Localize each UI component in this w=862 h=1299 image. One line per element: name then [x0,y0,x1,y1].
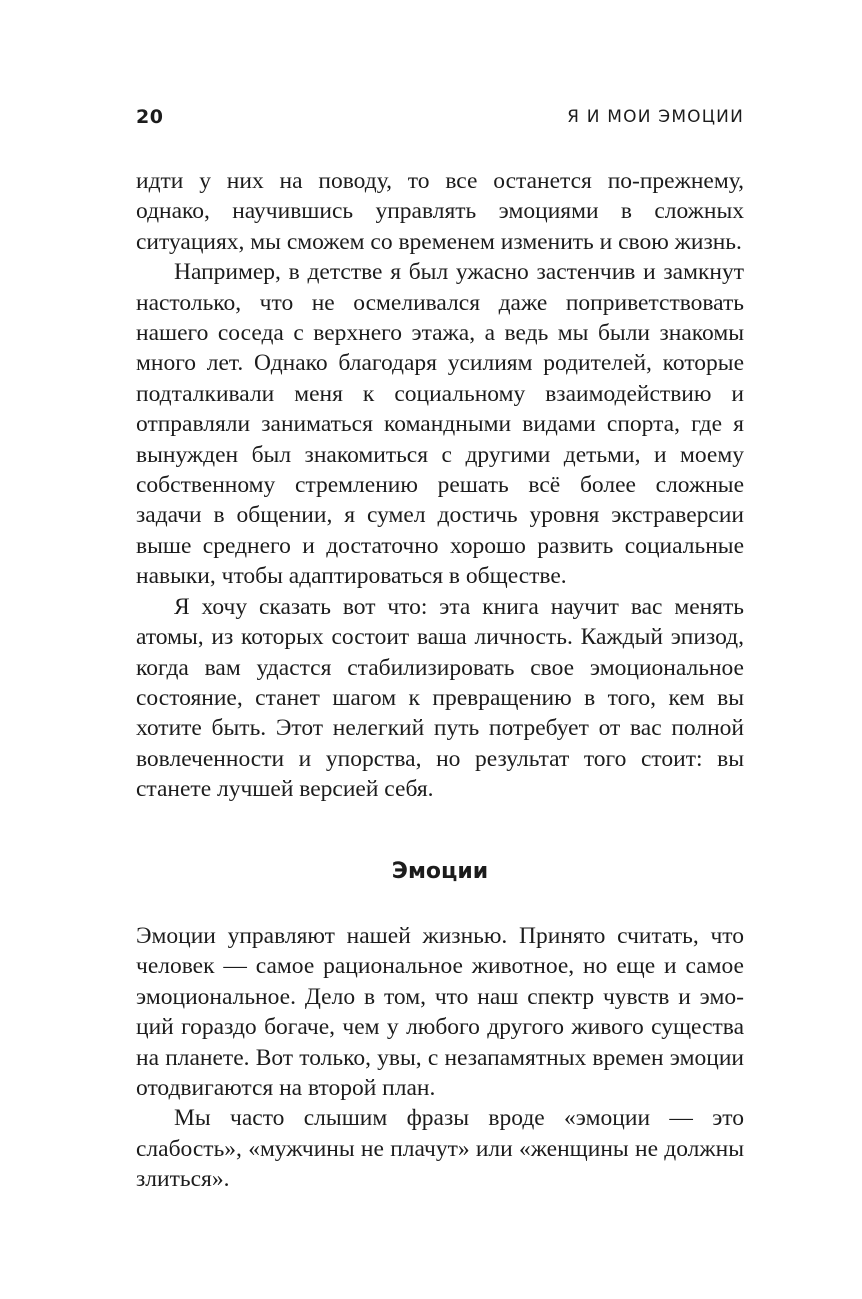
paragraph-childhood-example: Например, в детстве я был ужасно застенчив и замкнут настолько, что не осмеливался даже поприветствовать нашего соседа с верхнего этажа, а ведь мы были знакомы много лет. Однако благодаря усилиям родителей, которые подталкивали меня к социальному взаимодействию и отправляли заниматься командными видами спорта, где я вынужден был знакомиться с другими детьми, и моему собственному стремлению решать всё более сложные задачи в общении, я сумел достичь уровня экстраверсии выше среднего и достаточно хорошо развить социальные навыки, чтобы адаптироваться в обществе. [136,259,744,590]
paragraph-emotions-intro: Эмоции управляют нашей жизнью. Принято считать, что человек — самое рациональное животное, но еще и самое эмоциональное. Дело в том, что наш спектр чувств и эмоций гораздо богаче, чем у любого другого живого существа на планете. Вот только, увы, с незапамятных времен эмоции отодвигаются на второй план. [136,923,744,1102]
paragraph-continuation: идти у них на поводу, то все останется по-прежнему, однако, научившись управлять эмоциями в сложных ситуациях, мы сможем со временем изменить и свою жизнь. [136,168,744,255]
running-title: Я И МОИ ЭМОЦИИ [567,107,744,127]
paragraph-common-phrases: Мы часто слышим фразы вроде «эмоции — это слабость», «мужчины не плачут» или «женщины не должны злиться». [136,1105,744,1193]
page-number: 20 [136,106,164,128]
paragraph-book-purpose: Я хочу сказать вот что: эта книга научит вас менять атомы, из которых состоит ваша личность. Каждый эпизод, когда вам удастся стабилизировать свое эмоциональное состояние, станет шагом к превращению в того, кем вы хотите быть. Этот нелегкий путь потребует от вас полной вовлеченности и упорства, но результат того стоит: вы станете лучшей версией себя. [136,593,744,803]
text-block-bottom [136,921,744,1195]
text-block-top [136,166,744,805]
section-heading: Эмоции [391,859,489,884]
page-header [136,106,744,136]
